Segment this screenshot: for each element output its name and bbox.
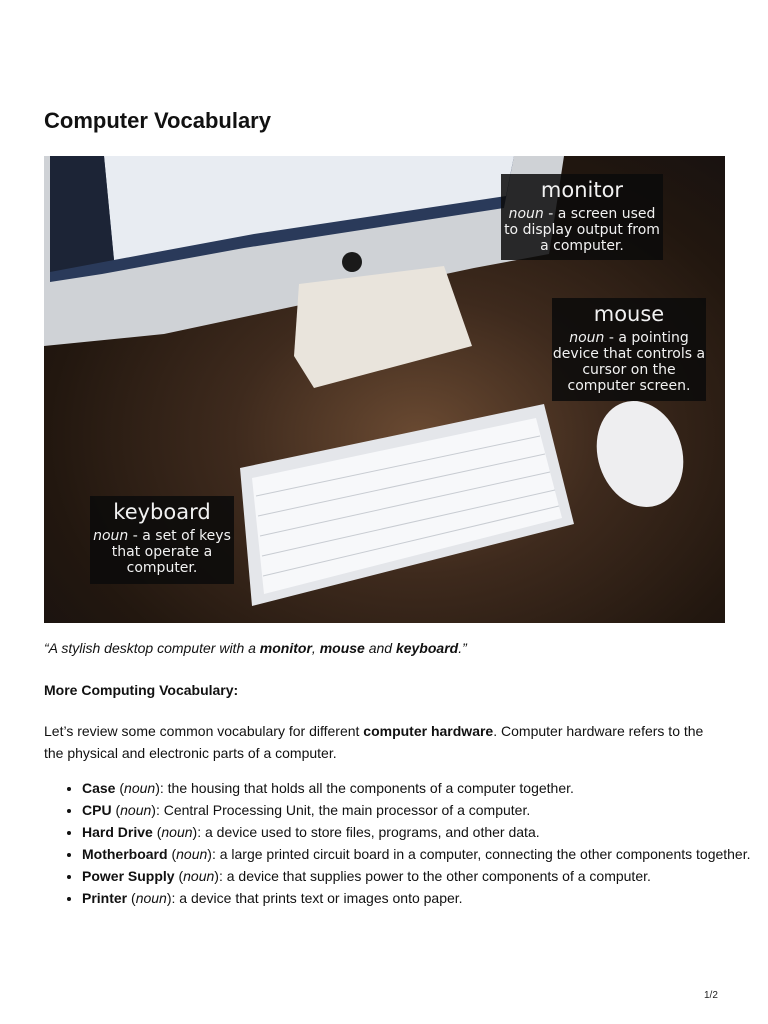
list-item: • CPU (noun): Central Processing Unit, the main processor of a computer. (82, 800, 762, 821)
caption-keyboard: keyboard (395, 640, 459, 656)
vocabulary-list (44, 778, 762, 910)
caption-suffix: .” (458, 640, 467, 656)
vocab-term: Motherboard (82, 846, 168, 862)
vocab-definition: : a device used to store files, programs, and other data. (197, 824, 540, 840)
monitor-label (501, 174, 663, 260)
monitor-stand (294, 266, 472, 388)
page-number: 1/2 (704, 990, 718, 1001)
keyboard-label (90, 496, 234, 584)
vocab-term: CPU (82, 802, 112, 818)
image-caption (44, 640, 467, 656)
intro-bold-term: computer hardware (363, 723, 494, 739)
vocab-definition: : a device that prints text or images onto paper. (171, 890, 463, 906)
intro-text: . Computer hardware refers to the the physical and electronic parts of a computer. (44, 723, 704, 761)
vocab-pos: noun (124, 780, 156, 796)
vocab-pos: noun (176, 846, 208, 862)
mouse-shape (583, 390, 696, 519)
mouse-label-pos: noun (569, 330, 605, 347)
list-item: • Printer (noun): a device that prints text or images onto paper. (82, 888, 762, 909)
section-heading: More Computing Vocabulary: (44, 682, 239, 698)
list-item: • Power Supply (noun): a device that supplies power to the other components of a computer. (82, 866, 762, 887)
caption-prefix: “A stylish desktop computer with a (44, 640, 260, 656)
vocab-term: Hard Drive (82, 824, 153, 840)
vocab-pos: noun (135, 890, 167, 906)
caption-mouse: mouse (319, 640, 365, 656)
intro-text: Let’s review some common vocabulary for different (44, 723, 364, 739)
vocab-term: Power Supply (82, 868, 175, 884)
mouse-label-definition: - a pointing device that controls a cursor on the computer screen. (552, 330, 706, 395)
caption-monitor: monitor (259, 640, 312, 656)
monitor-label-definition: - a screen used to display output from a computer. (504, 206, 660, 255)
vocab-term: Printer (82, 890, 128, 906)
caption-separator: , (311, 640, 320, 656)
mouse-label (552, 298, 706, 401)
monitor-label-pos: noun (508, 206, 544, 223)
vocab-definition: : the housing that holds all the components of a computer together. (159, 780, 574, 796)
vocab-pos: noun (161, 824, 193, 840)
monitor-label-word: monitor (540, 178, 624, 202)
list-item: • Hard Drive (noun): a device used to store files, programs, and other data. (82, 822, 762, 843)
desktop-computer-photo (44, 156, 725, 623)
vocab-definition: : Central Processing Unit, the main processor of a computer. (155, 802, 531, 818)
vocab-definition: : a device that supplies power to the other components of a computer. (218, 868, 651, 884)
list-item: • Motherboard (noun): a large printed circuit board in a computer, connecting the other components together. (82, 844, 762, 865)
keyboard-label-definition: - a set of keys that operate a computer. (111, 528, 231, 577)
screen-sidebar (50, 156, 114, 272)
vocab-pos: noun (120, 802, 152, 818)
keyboard-label-word: keyboard (113, 500, 211, 524)
caption-separator: and (364, 640, 396, 656)
vocab-term: Case (82, 780, 116, 796)
mouse-label-word: mouse (593, 302, 665, 326)
intro-paragraph (44, 720, 724, 764)
vocab-definition: : a large printed circuit board in a computer, connecting the other components together. (211, 846, 751, 862)
vocab-pos: noun (183, 868, 215, 884)
apple-logo-icon (342, 252, 362, 272)
list-item: • Case (noun): the housing that holds all the components of a computer together. (82, 778, 762, 799)
page-title: Computer Vocabulary (44, 108, 271, 133)
keyboard-label-pos: noun (93, 528, 129, 545)
